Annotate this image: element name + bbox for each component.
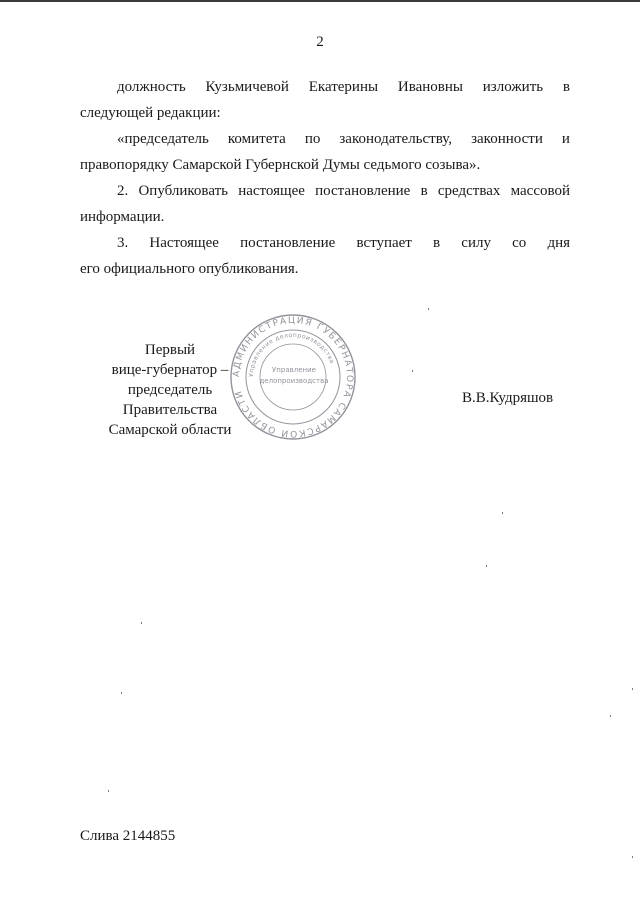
seal-center-line-2: делопроизводства bbox=[259, 377, 329, 385]
word: силу bbox=[461, 235, 491, 251]
paragraph-4-line-2: его официального опубликования. bbox=[80, 261, 299, 277]
paragraph-3-line-2: информации. bbox=[80, 209, 165, 225]
word: в bbox=[433, 235, 441, 251]
word: и bbox=[561, 131, 570, 147]
signatory-title-line-2: вице-губернатор – bbox=[111, 362, 229, 378]
scan-speck bbox=[486, 565, 487, 567]
page-top-border bbox=[0, 0, 640, 2]
scan-speck bbox=[632, 688, 633, 690]
word: Ивановны bbox=[397, 79, 463, 95]
signatory-name: В.В.Кудряшов bbox=[462, 390, 554, 406]
word: Опубликовать bbox=[138, 183, 228, 199]
seal-inner-text: Управление делопроизводства bbox=[247, 331, 336, 378]
word: «председатель bbox=[117, 131, 209, 147]
word: в bbox=[420, 183, 428, 199]
word: по bbox=[304, 131, 321, 147]
signatory-title-block bbox=[80, 340, 260, 440]
word: со bbox=[512, 235, 527, 251]
word: в bbox=[562, 79, 570, 95]
word: вступает bbox=[356, 235, 412, 251]
word: постановление bbox=[315, 183, 411, 199]
scan-speck bbox=[412, 370, 413, 372]
word: настоящее bbox=[238, 183, 305, 199]
word: постановление bbox=[240, 235, 336, 251]
word: Кузьмичевой bbox=[205, 79, 289, 95]
paragraph-4-line-1 bbox=[117, 235, 570, 252]
scan-speck bbox=[610, 715, 611, 717]
word: Настоящее bbox=[149, 235, 219, 251]
seal-center-line-1: Управление bbox=[272, 366, 316, 374]
word: 3. bbox=[117, 235, 129, 251]
paragraph-1-line-2: следующей редакции: bbox=[80, 105, 221, 121]
signatory-title-line-4: Самарской области bbox=[108, 422, 232, 438]
word: законности bbox=[471, 131, 543, 147]
seal-outer-text: АДМИНИСТРАЦИЯ ГУБЕРНАТОРА САМАРСКОЙ ОБЛАСТИ bbox=[231, 315, 355, 439]
word: должность bbox=[117, 79, 186, 95]
word: Екатерины bbox=[308, 79, 379, 95]
scan-speck bbox=[502, 512, 503, 514]
word: 2. bbox=[117, 183, 129, 199]
paragraph-2-line-1 bbox=[117, 131, 570, 148]
word: изложить bbox=[482, 79, 544, 95]
word: комитета bbox=[227, 131, 286, 147]
signatory-title-line-1: Первый bbox=[144, 342, 196, 358]
paragraph-1-line-1 bbox=[117, 79, 570, 96]
scan-speck bbox=[108, 790, 109, 792]
word: дня bbox=[547, 235, 570, 251]
paragraph-3-line-1 bbox=[117, 183, 570, 200]
page-number: 2 bbox=[316, 34, 324, 50]
word: законодательству, bbox=[339, 131, 453, 147]
word: массовой bbox=[510, 183, 570, 199]
signatory-title-line-3: председатель Правительства bbox=[122, 382, 218, 418]
word: средствах bbox=[437, 183, 501, 199]
scan-speck bbox=[632, 856, 633, 858]
scan-speck bbox=[121, 692, 122, 694]
paragraph-2-line-2: правопорядку Самарской Губернской Думы седьмого созыва». bbox=[80, 157, 481, 173]
scan-speck bbox=[428, 308, 429, 310]
scan-speck bbox=[141, 622, 142, 624]
document-footer-code: Слива 2144855 bbox=[80, 828, 176, 844]
